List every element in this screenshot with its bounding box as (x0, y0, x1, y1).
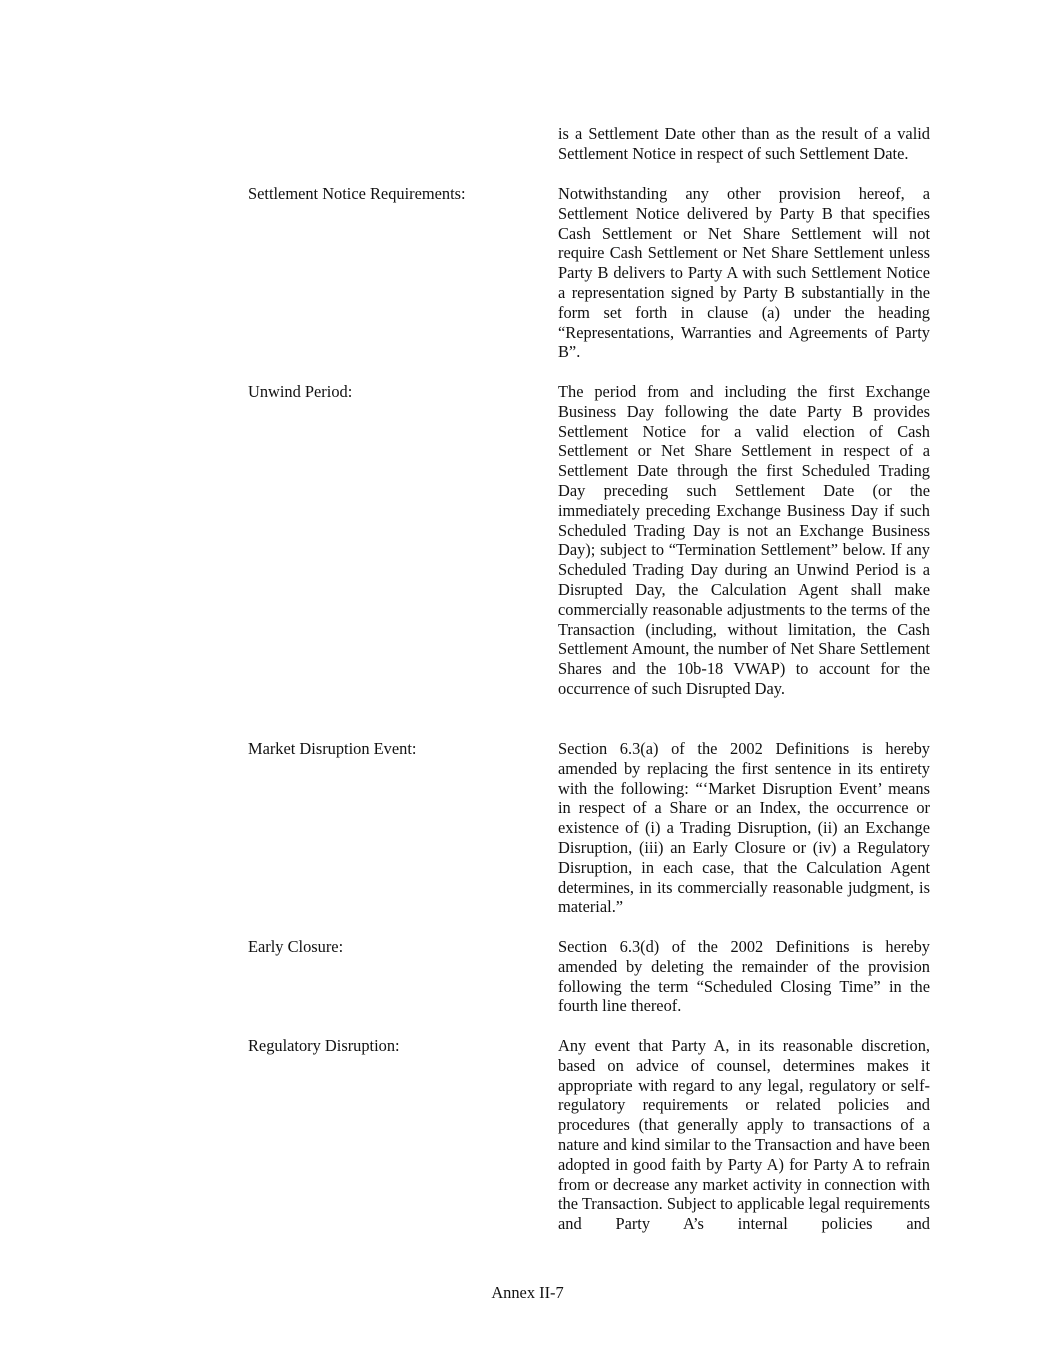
term-text: Notwithstanding any other provision hereof, a Settlement Notice delivered by Party B that specifies Cash Settlement or Net Share Settlement will not require Cash Settlement or Net Share Settlement unless Party B delivers to Party A with such Settlement Notice a representation signed by Party B substantially in the form set forth in clause (a) under the heading “Representations, Warranties and Agreements of Party B”. (558, 184, 930, 362)
term-label: Market Disruption Event: (248, 739, 417, 758)
page-footer: Annex II-7 (491, 1283, 564, 1302)
term-text: Section 6.3(d) of the 2002 Definitions is hereby amended by deleting the remainder of the provision following the term “Scheduled Closing Time” in the fourth line thereof. (558, 937, 930, 1016)
continuation-paragraph: is a Settlement Date other than as the result of a valid Settlement Notice in respect of such Settlement Date. (558, 124, 930, 163)
term-text: Section 6.3(a) of the 2002 Definitions is hereby amended by replacing the first sentence in its entirety with the following: “‘Market Disruption Event’ means in respect of a Share or an Index, the occurrence or existence of (i) a Trading Disruption, (ii) an Exchange Disruption, (iii) an Early Closure or (iv) a Regulatory Disruption, in each case, that the Calculation Agent determines, in its commercially reasonable judgment, is material.” (558, 739, 930, 917)
term-text: The period from and including the first Exchange Business Day following the date Party B provides Settlement Notice for a valid election of Cash Settlement or Net Share Settlement in respect of a Settlement Date through the first Scheduled Trading Day preceding such Settlement Date (or the immediately preceding Exchange Business Day if such Scheduled Trading Day is not an Exchange Business Day); subject to “Termination Settlement” below. If any Scheduled Trading Day during an Unwind Period is a Disrupted Day, the Calculation Agent shall make commercially reasonable adjustments to the terms of the Transaction (including, without limitation, the Cash Settlement Amount, the number of Net Share Settlement Shares and the 10b-18 VWAP) to account for the occurrence of such Disrupted Day. (558, 382, 930, 698)
term-label: Unwind Period: (248, 382, 353, 401)
term-text: Any event that Party A, in its reasonable discretion, based on advice of counsel, determines makes it appropriate with regard to any legal, regulatory or self-regulatory requirements or related policies and procedures (that generally apply to transactions of a nature and kind similar to the Transaction and have been adopted in good faith by Party A) for Party A to refrain from or decrease any market activity in connection with the Transaction. Subject to applicable legal requirements and Party A’s internal policies and (558, 1036, 930, 1234)
term-label: Early Closure: (248, 937, 344, 956)
term-label: Settlement Notice Requirements: (248, 184, 466, 203)
term-label: Regulatory Disruption: (248, 1036, 400, 1055)
